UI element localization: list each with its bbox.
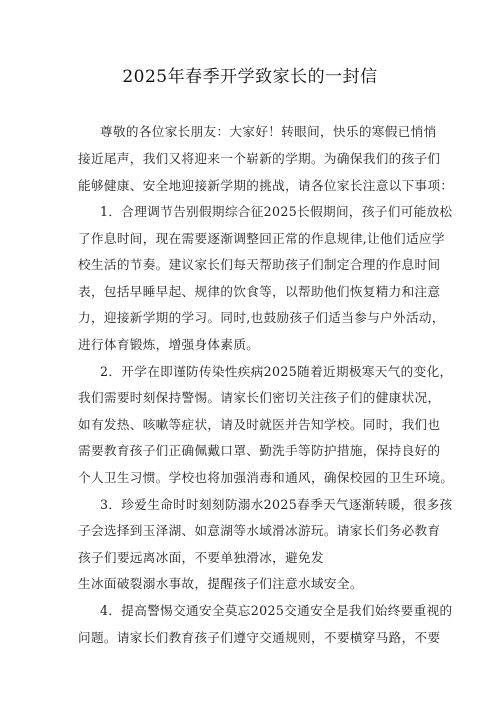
paragraph-line: 进行体育锻炼，增强身体素质。 xyxy=(78,337,260,352)
paragraph-line: 2．开学在即谨防传染性疾病2025随着近期极寒天气的变化， xyxy=(100,364,453,379)
paragraph-line: 如有发热、咳嗽等症状，请及时就医并告知学校。同时，我们也 xyxy=(78,417,441,432)
paragraph-line: 表，包括早睡早起、规律的饮食等，以帮助他们恢复精力和注意 xyxy=(78,284,441,299)
paragraph-line: 生冰面破裂溺水事故，提醒孩子们注意水域安全。 xyxy=(78,576,363,591)
paragraph-line: 孩子们要远离冰面，不要单独滑冰，避免发 xyxy=(78,550,324,565)
paragraph-line: 了作息时间，现在需要逐渐调整回正常的作息规律,让他们适应学 xyxy=(78,231,445,246)
paragraph-line: 接近尾声，我们又将迎来一个崭新的学期。为确保我们的孩子们 xyxy=(78,151,441,166)
letter-title: 2025年春季开学致家长的一封信 xyxy=(122,67,378,87)
paragraph-line: 3．珍爱生命时时刻刻防溺水2025春季天气逐渐转暖，很多孩 xyxy=(100,497,453,512)
paragraph-line: 需要教育孩子们正确佩戴口罩、勤洗手等防护措施，保持良好的 xyxy=(78,443,441,458)
paragraph-line: 尊敬的各位家长朋友：大家好！转眼间，快乐的寒假已悄悄 xyxy=(100,124,437,139)
paragraph-line: 子会选择到玉泽湖、如意湖等水域滑冰游玩。请家长们务必教育 xyxy=(78,523,441,538)
paragraph-line: 力，迎接新学期的学习。同时,也鼓励孩子们适当参与户外活动， xyxy=(78,310,445,325)
paragraph-line: 校生活的节奏。建议家长们每天帮助孩子们制定合理的作息时间 xyxy=(78,257,441,272)
paragraph-line: 能够健康、安全地迎接新学期的挑战，请各位家长注意以下事项： xyxy=(78,178,454,193)
paragraph-line: 4．提高警惕交通安全莫忘2025交通安全是我们始终要重视的 xyxy=(100,603,453,618)
paragraph-line: 个人卫生习惯。学校也将加强消毒和通风，确保校园的卫生环境。 xyxy=(78,470,454,485)
paragraph-line: 问题。请家长们教育孩子们遵守交通规则，不要横穿马路，不要 xyxy=(78,630,441,645)
paragraph-line: 我们需要时刻保持警惕。请家长们密切关注孩子们的健康状况， xyxy=(78,390,441,405)
paragraph-line: 1．合理调节告别假期综合征2025长假期间，孩子们可能放松 xyxy=(100,204,453,219)
